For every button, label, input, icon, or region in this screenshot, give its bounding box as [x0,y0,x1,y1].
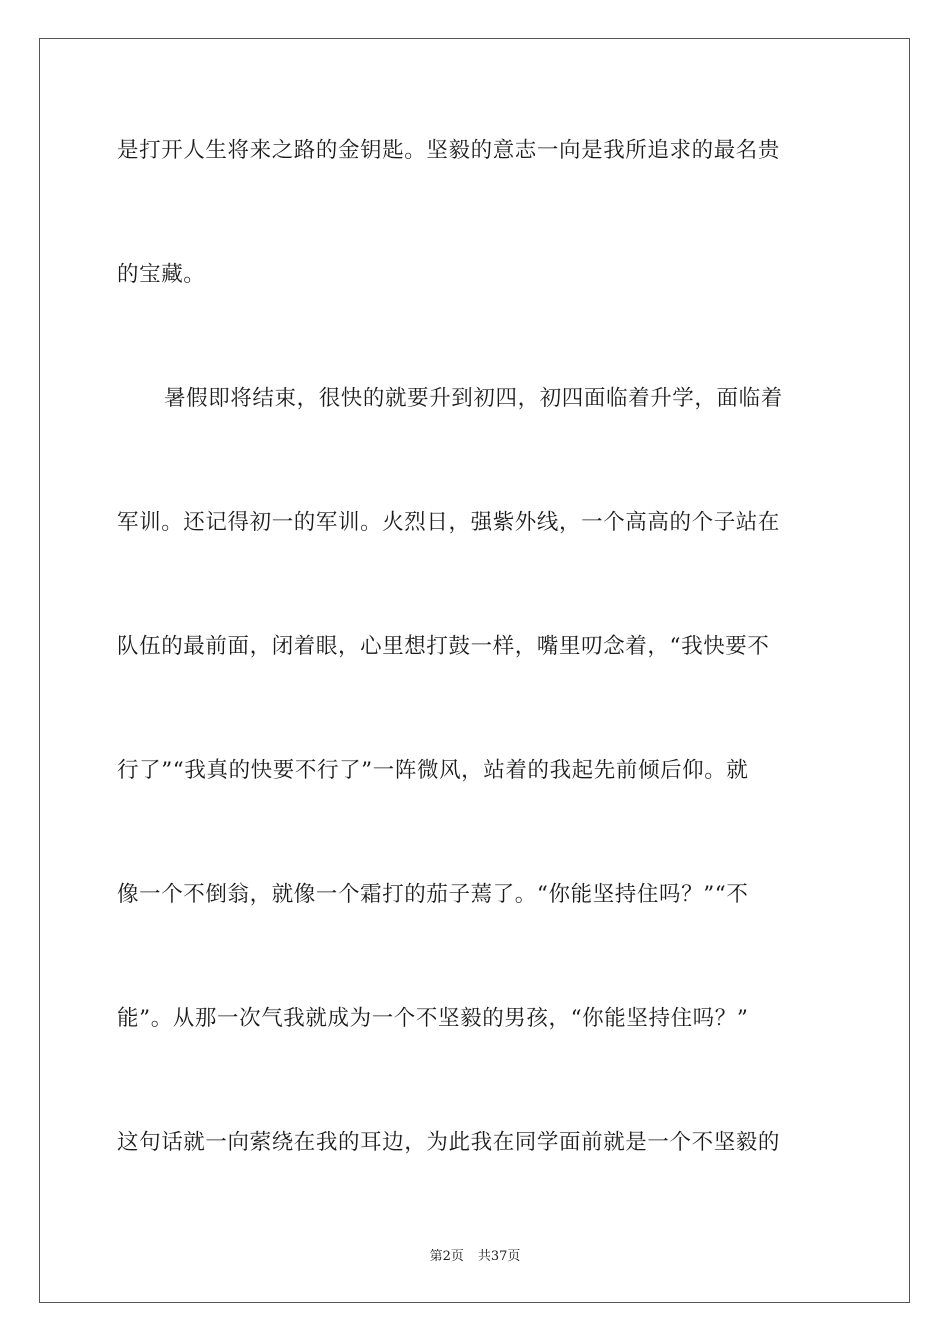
text-line: 这句话就一向萦绕在我的耳边，为此我在同学面前就是一个不坚毅的 [117,1130,781,1155]
text-line: 能”。从那一次气我就成为一个不坚毅的男孩，“你能坚持住吗？” [117,1006,749,1031]
text-line: 是打开人生将来之路的金钥匙。坚毅的意志一向是我所追求的最名贵 [117,138,781,163]
text-line: 暑假即将结束，很快的就要升到初四，初四面临着升学，面临着 [164,386,783,411]
page-number: 第2页 [429,1249,464,1264]
page-total: 共37页 [477,1249,521,1264]
text-line: 军训。还记得初一的军训。火烈日，强紫外线，一个高高的个子站在 [117,510,781,535]
text-line: 队伍的最前面，闭着眼，心里想打鼓一样，嘴里叨念着，“我快要不 [117,634,770,659]
text-line: 的宝藏。 [117,262,206,287]
text-line: 行了”“我真的快要不行了”一阵微风，站着的我起先前倾后仰。就 [117,758,749,783]
text-line: 像一个不倒翁，就像一个霜打的茄子蔫了。“你能坚持住吗？”“不 [117,882,749,907]
page-border [39,38,910,1303]
page-footer [0,1248,950,1266]
